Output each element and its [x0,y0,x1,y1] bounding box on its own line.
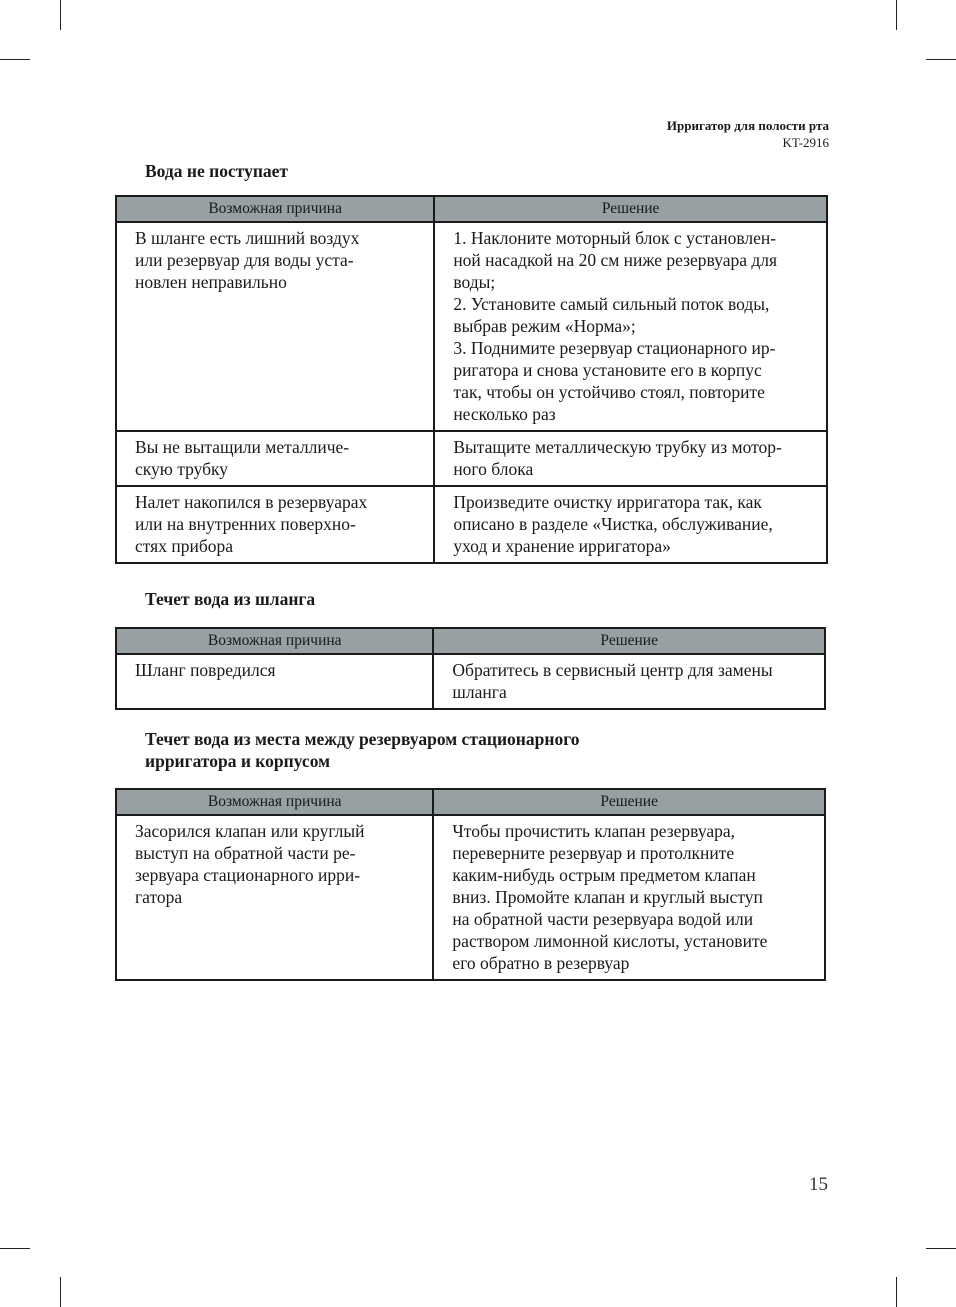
text-line: Произведите очистку ирригатора так, как [453,492,762,512]
column-header-solution: Решение [434,196,827,222]
crop-mark [926,1248,956,1249]
cause-cell [116,815,433,980]
text-line: скую трубку [135,459,229,479]
text-line: ного блока [453,459,534,479]
table-header-row [116,196,827,222]
table-row [116,431,827,486]
text-line: выступ на обратной части ре- [135,843,356,863]
text-line: или на внутренних поверхно- [135,514,356,534]
cause-cell [116,654,433,709]
text-line: несколько раз [453,404,556,424]
text-line: ригатора и снова установите его в корпус [453,360,762,380]
solution-cell [433,654,825,709]
text-line: новлен неправильно [135,272,287,292]
text-line: 1. Наклоните моторный блок с установлен- [453,228,777,248]
section-title: Течет вода из шланга [145,589,316,609]
troubleshooting-table [115,195,828,564]
text-line: раствором лимонной кислоты, установите [452,931,768,951]
table-row [116,486,827,563]
text-line: Вытащите металлическую трубку из мотор- [453,437,782,457]
column-header-cause: Возможная причина [116,628,433,654]
section-title-line: ирригатора и корпусом [145,751,331,771]
table-row [116,222,827,431]
text-line: описано в разделе «Чистка, обслуживание, [453,514,773,534]
text-line: его обратно в резервуар [452,953,630,973]
crop-mark [896,1277,897,1307]
product-name: Ирригатор для полости рта [666,118,829,133]
text-line: Шланг повредился [135,660,276,680]
text-line: В шланге есть лишний воздух [135,228,360,248]
text-line: Чтобы прочистить клапан резервуара, [452,821,736,841]
solution-cell [434,486,827,563]
crop-mark [896,0,897,30]
solution-cell [434,431,827,486]
section-title [145,728,579,772]
cause-cell [116,431,434,486]
text-line: так, чтобы он устойчиво стоял, повторите [453,382,765,402]
section-title-line: Течет вода из места между резервуаром стационарного [145,729,580,749]
running-header [667,117,829,151]
column-header-cause: Возможная причина [116,196,434,222]
text-line: гатора [135,887,183,907]
text-line: ной насадкой на 20 см ниже резервуара для [453,250,778,270]
column-header-cause: Возможная причина [116,789,433,815]
text-line: стях прибора [135,536,234,556]
troubleshooting-table [115,788,826,981]
text-line: Налет накопился в резервуарах [135,492,368,512]
table-row [116,815,825,980]
text-line: Обратитесь в сервисный центр для замены [452,660,773,680]
crop-mark [0,59,30,60]
cause-cell [116,222,434,431]
crop-mark [0,1248,30,1249]
table-header-row [116,628,825,654]
text-line: или резервуар для воды уста- [135,250,354,270]
text-line: шланга [452,682,507,702]
troubleshooting-table [115,627,826,710]
table-header-row [116,789,825,815]
crop-mark [60,0,61,30]
text-line: на обратной части резервуара водой или [452,909,754,929]
solution-cell [434,222,827,431]
text-line: зервуара стационарного ирри- [135,865,361,885]
text-line: уход и хранение ирригатора» [453,536,671,556]
model-number: KT-2916 [782,135,829,150]
text-line: вниз. Промойте клапан и круглый выступ [452,887,763,907]
text-line: каким-нибудь острым предметом клапан [452,865,756,885]
text-line: переверните резервуар и протолкните [452,843,735,863]
column-header-solution: Решение [433,628,825,654]
page-number: 15 [809,1174,828,1195]
text-line: 3. Поднимите резервуар стационарного ир- [453,338,776,358]
text-line: Вы не вытащили металличе- [135,437,350,457]
text-line: Засорился клапан или круглый [135,821,365,841]
text-line: выбрав режим «Норма»; [453,316,636,336]
column-header-solution: Решение [433,789,825,815]
table-row [116,654,825,709]
solution-cell [433,815,825,980]
crop-mark [926,59,956,60]
text-line: воды; [453,272,496,292]
cause-cell [116,486,434,563]
crop-mark [60,1277,61,1307]
text-line: 2. Установите самый сильный поток воды, [453,294,770,314]
section-title: Вода не поступает [145,161,289,181]
